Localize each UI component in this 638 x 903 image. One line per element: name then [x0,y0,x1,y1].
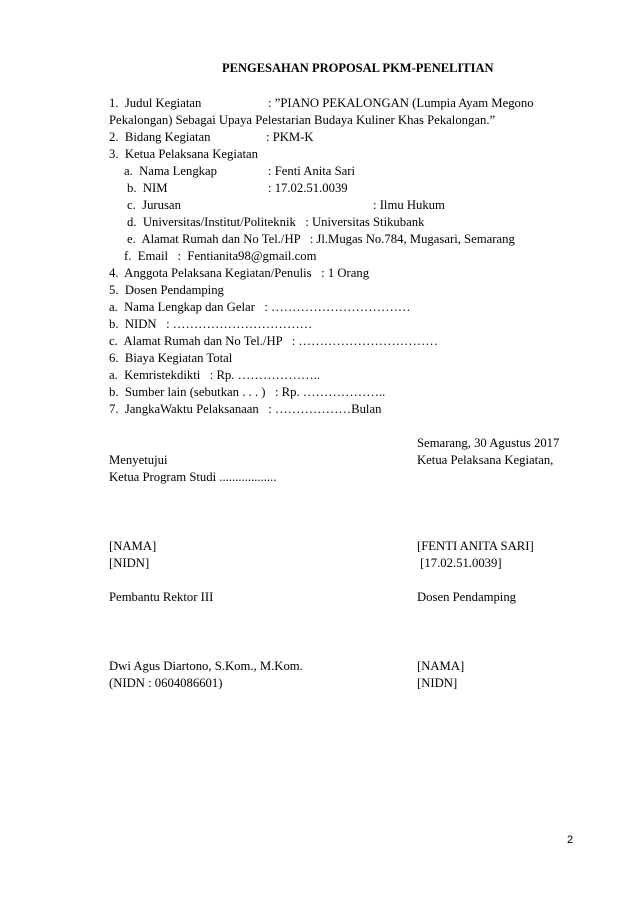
bidang-value: : PKM-K [266,130,314,144]
rektor-name: Dwi Agus Diartono, S.Kom., M.Kom. [109,659,303,673]
jangka-waktu-line: 7. JangkaWaktu Pelaksanaan : ………………Bulan [109,402,382,416]
ketua-title: Ketua Pelaksana Kegiatan, [417,453,554,467]
anggota-line: 4. Anggota Pelaksana Kegiatan/Penulis : 1 Orang [109,266,370,280]
dosen-alamat-line: c. Alamat Rumah dan No Tel./HP : …………………………… [109,334,438,348]
judul-label: 1. Judul Kegiatan [109,96,202,110]
nim-label: b. NIM [127,181,168,195]
dosen-nidn: [NIDN] [417,676,458,690]
place-date: Semarang, 30 Agustus 2017 [417,436,560,450]
page-number: 2 [567,834,574,846]
dosen-heading: 5. Dosen Pendamping [109,283,224,297]
dosen-name: [NAMA] [417,659,465,673]
rektor-title: Pembantu Rektor III [109,590,214,604]
kaprodi-nidn: [NIDN] [109,556,150,570]
jurusan-label: c. Jurusan [127,198,181,212]
nama-label: a. Nama Lengkap [124,164,218,178]
kaprodi-name: [NAMA] [109,539,157,553]
nim-value: : 17.02.51.0039 [268,181,348,195]
kaprodi-title: Ketua Program Studi .................. [109,470,277,484]
ketua-nim: [17.02.51.0039] [417,556,502,570]
judul-value-continued: Pekalongan) Sebagai Upaya Pelestarian Budaya Kuliner Khas Pekalongan.” [109,113,496,127]
universitas-line: d. Universitas/Institut/Politeknik : Universitas Stikubank [127,215,425,229]
email-line: f. Email : Fentianita98@gmail.com [124,249,317,263]
nama-value: : Fenti Anita Sari [268,164,356,178]
approve-label: Menyetujui [109,453,168,467]
page-title: PENGESAHAN PROPOSAL PKM-PENELITIAN [222,61,494,75]
bidang-label: 2. Bidang Kegiatan [109,130,211,144]
biaya-heading: 6. Biaya Kegiatan Total [109,351,233,365]
ketua-name: [FENTI ANITA SARI] [417,539,534,553]
biaya-kemristekdikti-line: a. Kemristekdikti : Rp. ……………….. [109,368,321,382]
dosen-title: Dosen Pendamping [417,590,517,604]
alamat-line: e. Alamat Rumah dan No Tel./HP : Jl.Mugas No.784, Mugasari, Semarang [127,232,515,246]
jurusan-value: : Ilmu Hukum [373,198,445,212]
dosen-nama-line: a. Nama Lengkap dan Gelar : …………………………… [109,300,411,314]
dosen-nidn-line: b. NIDN : …………………………… [109,317,313,331]
biaya-sumber-lain-line: b. Sumber lain (sebutkan . . . ) : Rp. ……………….. [109,385,386,399]
ketua-heading: 3. Ketua Pelaksana Kegiatan [109,147,259,161]
judul-value: : ”PIANO PEKALONGAN (Lumpia Ayam Megono [268,96,534,110]
rektor-nidn: (NIDN : 0604086601) [109,676,223,690]
